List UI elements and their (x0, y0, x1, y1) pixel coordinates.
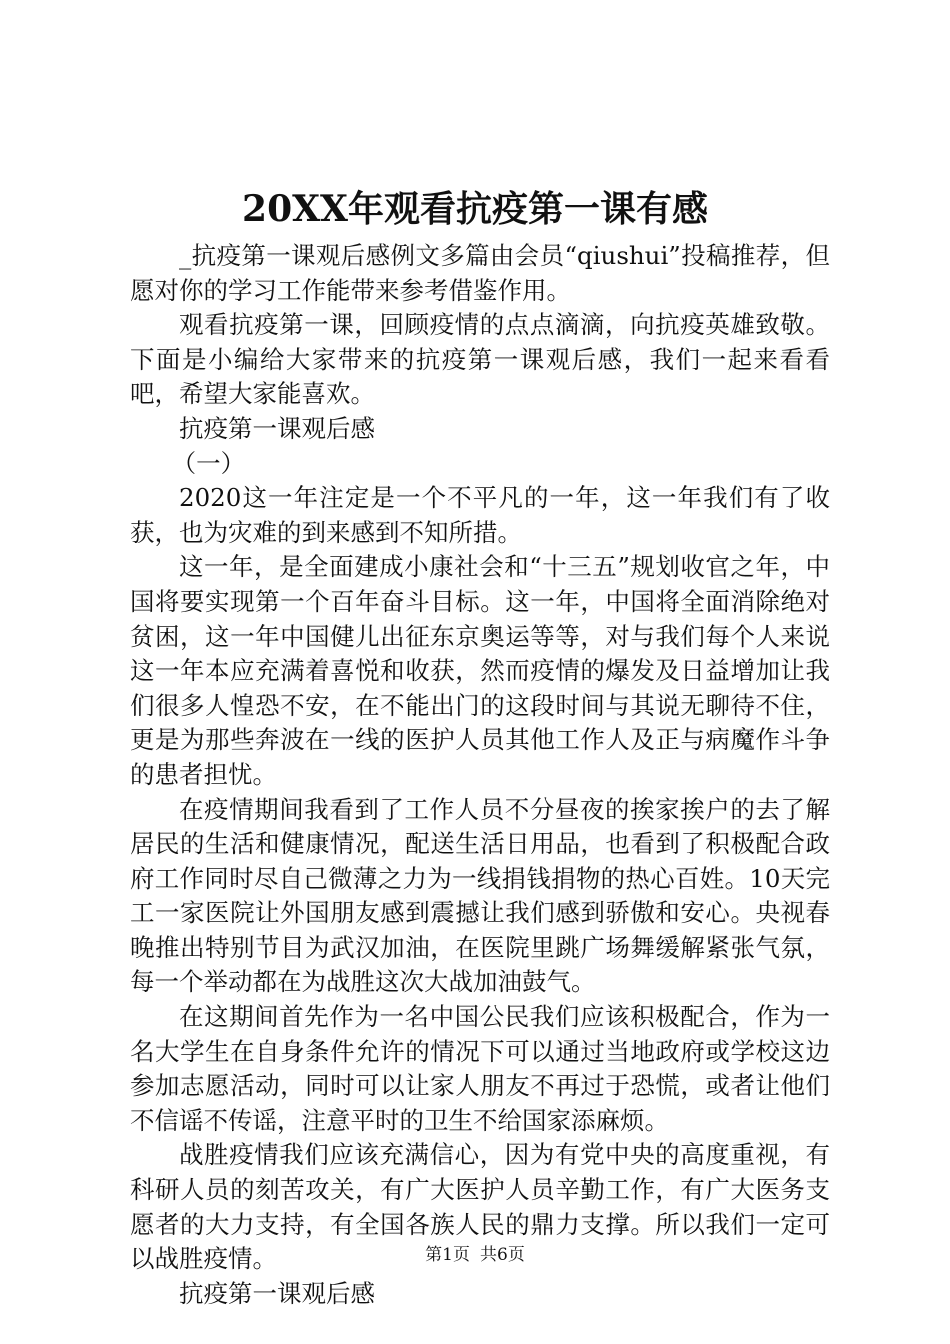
paragraph-during-epidemic: 在疫情期间我看到了工作人员不分昼夜的挨家挨户的去了解居民的生活和健康情况，配送生活日用品，也看到了积极配合政府工作同时尽自己微薄之力为一线捐钱捐物的热心百姓。10天完工一家医院让外国朋友感到震撼让我们感到骄傲和安心。央视春晚推出特别节目为武汉加油，在医院里跳广场舞缓解紧张气氛，每一个举动都在为战胜这次大战加油鼓气。 (130, 794, 830, 997)
section-heading: 抗疫第一课观后感 (179, 413, 375, 443)
page-footer (0, 1243, 950, 1267)
document-title: 20XX年观看抗疫第一课有感 (242, 188, 708, 230)
document-body (130, 239, 830, 1311)
paragraph-summary: 观看抗疫第一课，回顾疫情的点点滴滴，向抗疫英雄致敬。下面是小编给大家带来的抗疫第一课观后感，我们一起来看看吧，希望大家能喜欢。 (130, 310, 830, 409)
paragraph-intro: _抗疫第一课观后感例文多篇由会员“qiushui”投稿推荐，但愿对你的学习工作能带来参考借鉴作用。 (130, 241, 830, 305)
page-number-total: 共6页 (480, 1245, 525, 1265)
section-number: （一） (171, 448, 246, 478)
paragraph-confidence: 战胜疫情我们应该充满信心，因为有党中央的高度重视，有科研人员的刻苦攻关，有广大医护人员辛勤工作，有广大医务支愿者的大力支持，有全国各族人民的鼎力支撑。所以我们一定可以战胜疫情。 (130, 1140, 830, 1274)
page-number-current: 第1页 (425, 1245, 470, 1265)
paragraph-citizen-duty: 在这期间首先作为一名中国公民我们应该积极配合，作为一名大学生在自身条件允许的情况下可以通过当地政府或学校这边参加志愿活动，同时可以让家人朋友不再过于恐慌，或者让他们不信谣不传谣，注意平时的卫生不给国家添麻烦。 (130, 1002, 830, 1135)
paragraph-year-goals: 这一年，是全面建成小康社会和“十三五”规划收官之年，中国将要实现第一个百年奋斗目标。这一年，中国将全面消除绝对贫困，这一年中国健儿出征东京奥运等等，对与我们每个人来说这一年本应充满着喜悦和收获，然而疫情的爆发及日益增加让我们很多人惶恐不安，在不能出门的这段时间与其说无聊待不住，更是为那些奔波在一线的医护人员其他工作人及正与病魔作斗争的患者担忧。 (130, 552, 830, 789)
section-heading-2: 抗疫第一课观后感 (179, 1278, 375, 1308)
paragraph-2020: 2020这一年注定是一个不平凡的一年，这一年我们有了收获，也为灾难的到来感到不知所措。 (130, 483, 830, 547)
